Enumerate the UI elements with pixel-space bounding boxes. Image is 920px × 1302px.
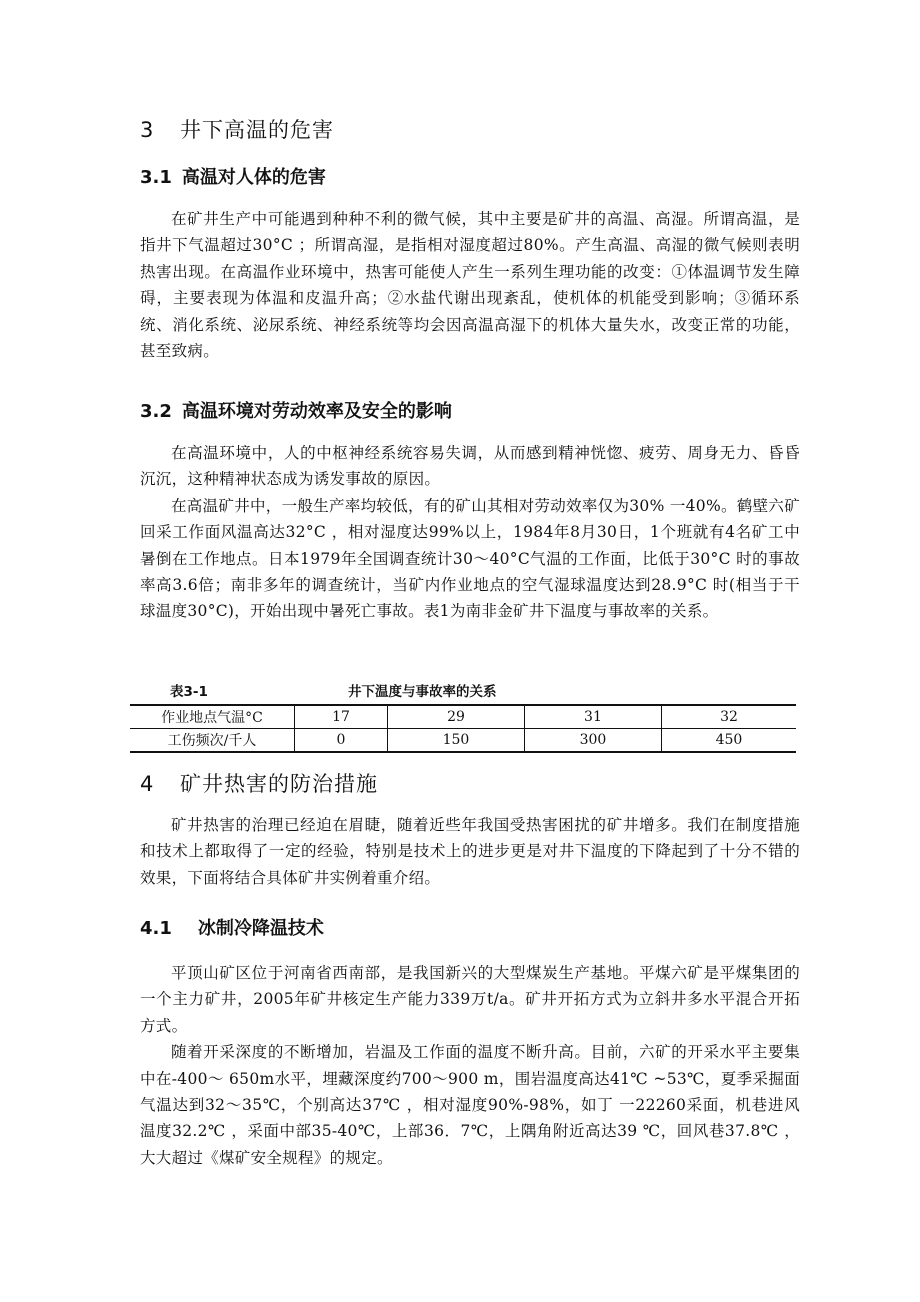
section-title: 高温对人体的危害 bbox=[181, 167, 326, 188]
section-number: 3.2 bbox=[140, 401, 172, 422]
table-cell: 300 bbox=[524, 729, 661, 753]
table-cell: 32 bbox=[661, 705, 796, 729]
section-title: 井下高温的危害 bbox=[180, 118, 334, 142]
paragraph: 在矿井生产中可能遇到种种不利的微气候，其中主要是矿井的高温、高湿。所谓高温，是指井下气温超过30°C ；所谓高湿，是指相对湿度超过80%。产生高温、高湿的微气候则表明热害出现。在高温作业环境中，热害可能使人产生一系列生理功能的改变：①体温调节发生障碍，主要表现为体温和皮温升高；②水盐代谢出现紊乱，使机体的机能受到影响；③循环系统、消化系统、泌尿系统、神经系统等均会因高温高湿下的机体大量失水，改变正常的功能，甚至致病。 bbox=[140, 210, 800, 361]
section-title: 矿井热害的防治措施 bbox=[180, 772, 378, 796]
table-cell: 17 bbox=[295, 705, 388, 729]
table-cell: 29 bbox=[387, 705, 524, 729]
table-number: 表3-1 bbox=[170, 684, 208, 700]
table-cell: 450 bbox=[661, 729, 796, 753]
section-3-1-heading bbox=[140, 163, 800, 189]
section-number: 4.1 bbox=[140, 918, 172, 939]
section-4-1-body bbox=[140, 960, 800, 1171]
section-title: 冰制冷降温技术 bbox=[197, 918, 324, 939]
section-3-1-body bbox=[140, 206, 800, 364]
section-title: 高温环境对劳动效率及安全的影响 bbox=[181, 401, 452, 422]
paragraph: 随着开采深度的不断增加，岩温及工作面的温度不断升高。目前，六矿的开采水平主要集中在-400～ 650m水平，埋藏深度约700～900 m，围岩温度高达41℃ ~53℃，夏季采掘面气温达到32～35℃，个别高达37℃ ，相对湿度90%-98%，如丁 一22260采面，机巷进风温度32.2℃ ，采面中部35-40℃，上部36．7℃，上隅角附近高达39 ℃，回风巷37.8℃ ，大大超过《煤矿安全规程》的规定。 bbox=[140, 1043, 800, 1167]
section-number: 3.1 bbox=[140, 167, 172, 188]
section-number: 3 bbox=[140, 118, 155, 142]
section-3-2-body bbox=[140, 440, 800, 625]
section-3-2-heading bbox=[140, 397, 800, 423]
paragraph: 在高温矿井中，一般生产率均较低，有的矿山其相对劳动效率仅为30% 一40%。鹤壁六矿回采工作面风温高达32°C ，相对湿度达99%以上，1984年8月30日，1个班就有4名矿工中暑倒在工作地点。日本1979年全国调查统计30～40°C气温的工作面，比低于30°C 时的事故率高3.6倍；南非多年的调查统计，当矿内作业地点的空气湿球温度达到28.9°C 时(相当于干球温度30°C)，开始出现中暑死亡事故。表1为南非金矿井下温度与事故率的关系。 bbox=[140, 496, 800, 621]
row-header: 工伤频次/千人 bbox=[130, 729, 295, 753]
section-3-heading bbox=[140, 114, 800, 144]
paragraph: 矿井热害的治理已经迫在眉睫，随着近些年我国受热害困扰的矿井增多。我们在制度措施和技术上都取得了一定的经验，特别是技术上的进步更是对井下温度的下降起到了十分不错的效果，下面将结合具体矿井实例着重介绍。 bbox=[140, 816, 800, 887]
table-cell: 150 bbox=[387, 729, 524, 753]
paragraph: 平顶山矿区位于河南省西南部，是我国新兴的大型煤炭生产基地。平煤六矿是平煤集团的一个主力矿井，2005年矿井核定生产能力339万t/a。矿井开拓方式为立斜井多水平混合开拓方式。 bbox=[140, 964, 800, 1035]
row-header: 作业地点气温°C bbox=[130, 705, 295, 729]
section-4-heading bbox=[140, 768, 800, 798]
table-cell: 0 bbox=[295, 729, 388, 753]
section-4-body bbox=[140, 812, 800, 891]
temperature-accident-table bbox=[130, 704, 796, 753]
table-cell: 31 bbox=[524, 705, 661, 729]
table-title: 井下温度与事故率的关系 bbox=[348, 684, 497, 700]
section-number: 4 bbox=[140, 772, 155, 796]
table-row bbox=[130, 705, 796, 729]
table-row bbox=[130, 729, 796, 753]
section-4-1-heading bbox=[140, 914, 800, 940]
paragraph: 在高温环境中，人的中枢神经系统容易失调，从而感到精神恍惚、疲劳、周身无力、昏昏沉沉，这种精神状态成为诱发事故的原因。 bbox=[140, 444, 800, 489]
